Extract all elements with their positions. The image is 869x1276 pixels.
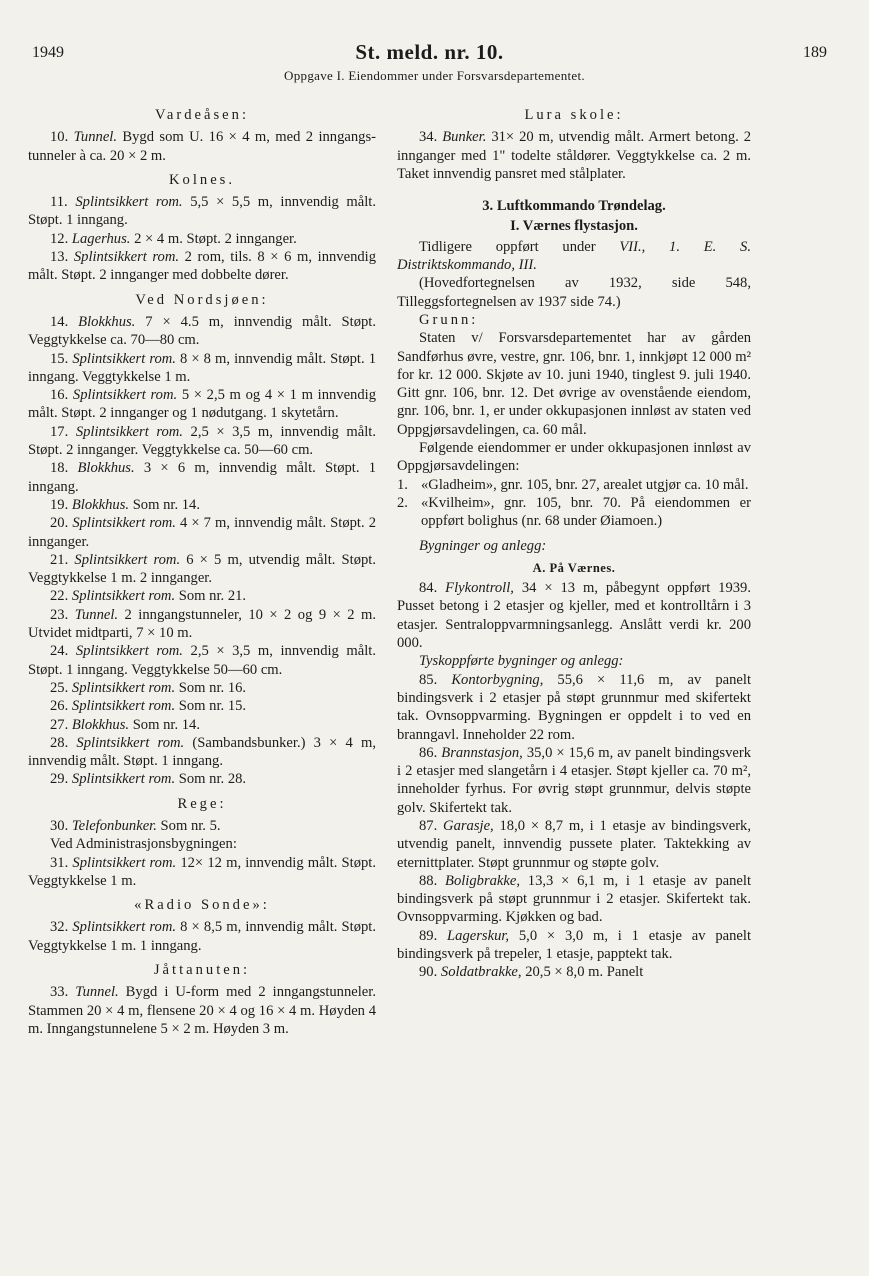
entry-31: 31. Splintsikkert rom. 12× 12 m, innvendig målt. Støpt. Veggtykkelse 1 m. — [28, 854, 377, 889]
heading-bygninger: Bygninger og anlegg: — [419, 537, 547, 554]
entry-87: 87. Garasje, 18,0 × 8,7 m, i 1 etasje av bindingsverk, utvendig panelt, innvendig pussete plater. Taktekking av eternittplater. Støpt grunnmur og støpte golv. — [397, 817, 752, 871]
heading-vardeasen: Vardeåsen: — [154, 107, 250, 123]
entry-17: 17. Splintsikkert rom. 2,5 × 3,5 m, innvendig målt. Støpt. 2 innganger. Veggtykkelse ca. 50—60 cm. — [28, 423, 376, 459]
entry-89: 89. Lagerskur, 5,0 × 3,0 m, i 1 etasje av panelt bindingsverk på trepeler, 1 etasje, papptekt tak. — [397, 927, 751, 963]
heading-jattanuten: Jåttanuten: — [153, 962, 251, 979]
entry-21: 21. Splintsikkert rom. 6 × 5 m, utvendig målt. Støpt. Veggtykkelse 1 m. 2 innganger. — [28, 551, 377, 587]
entry-29: 29. Splintsikkert rom. Som nr. 28. — [50, 771, 247, 788]
entry-32: 32. Splintsikkert rom. 8 × 8,5 m, innvendig målt. Støpt. Veggtykkelse 1 m. 1 inngang. — [28, 919, 376, 954]
folgende-paragraph: Følgende eiendommer er under okkupasjonen innløst av Oppgjørsavdelingen: — [397, 440, 751, 475]
entry-24: 24. Splintsikkert rom. 2,5 × 3,5 m, innvendig målt. Støpt. 1 inngang. Veggtykkelse 50—60 cm. — [28, 643, 376, 678]
heading-lura-skole: Lura skole: — [524, 107, 624, 123]
hovedfortegnelse-paragraph: (Hovedfortegnelsen av 1932, side 548, Tilleggsfortegnelsen av 1937 side 74.) — [397, 275, 751, 310]
section-heading-luftkommando: 3. Luftkommando Trøndelag. — [482, 198, 666, 215]
left-column — [28, 100, 376, 1038]
entry-27: 27. Blokkhus. Som nr. 14. — [50, 716, 200, 733]
heading-ved-nordsjoen: Ved Nordsjøen: — [135, 291, 269, 308]
page-header — [32, 40, 827, 70]
heading-grunn: Grunn: — [419, 311, 479, 328]
heading-rege: Rege: — [177, 795, 227, 812]
entry-30: 30. Telefonbunker. Som nr. 5. — [50, 817, 221, 834]
entry-33: 33. Tunnel. Bygd i U-form med 2 inngangstunneler. Stammen 20 × 4 m, flensene 20 × 4 og 16 × 4 m. Høyden 4 m. Inngangstunnelene 5 × 2 m. Høyden 3 m. — [28, 984, 376, 1037]
list-item: 1. «Gladheim», gnr. 105, bnr. 27, arealet utgjør ca. 10 mål. — [397, 476, 749, 493]
header-year: 1949 — [32, 44, 64, 61]
entry-16: 16. Splintsikkert rom. 5 × 2,5 m og 4 × 1 m innvendig målt. Støpt. 2 innganger og 1 nødutgang. 1 skytetårn. — [28, 387, 377, 422]
entry-19: 19. Blokkhus. Som nr. 14. — [50, 496, 200, 513]
list-item: 2. «Kvilheim», gnr. 105, bnr. 70. På eiendommen er oppført bolighus (nr. 68 under Øiamoen.) — [397, 494, 751, 530]
entry-84: 84. Flykontroll, 34 × 13 m, påbegynt oppført 1939. Pusset betong i 2 etasjer og kjeller, med et kontrolltårn i 3 etasjer. Sentraloppvarmningsanlegg. Anslått verdi kr. 200 000. — [397, 580, 752, 652]
entry-15: 15. Splintsikkert rom. 8 × 8 m, innvendig målt. Støpt. 1 inngang. Veggtykkelse 1 m. — [28, 350, 376, 385]
heading-kolnes: Kolnes. — [169, 171, 235, 188]
entry-13: 13. Splintsikkert rom. 2 rom, tils. 8 × 6 m, innvendig målt. Støpt. 2 innganger med dobbelte dører. — [28, 249, 377, 284]
heading-pa-vaernes: A. På Værnes. — [532, 560, 616, 575]
entry-88: 88. Boligbrakke, 13,3 × 6,1 m, i 1 etasje av panelt bindingsverk på støpt grunnmur i 2 etasjer. Skifertekt tak. Ovnsoppvarming. Kjøkken og bad. — [397, 872, 752, 926]
heading-tyskoppforte: Tyskoppførte bygninger og anlegg: — [419, 653, 624, 670]
header-title: St. meld. nr. 10. — [355, 40, 504, 64]
entry-34: 34. Bunker. 31× 20 m, utvendig målt. Armert betong. 2 innganger med 1" todelte ståldører. Veggtykkelse ca. 2 m. Taket innvendig pansret med stålplater. — [397, 129, 752, 182]
entry-18: 18. Blokkhus. 3 × 6 m, innvendig målt. Støpt. 1 inngang. — [28, 460, 377, 495]
entry-11: 11. Splintsikkert rom. 5,5 × 5,5 m, innvendig målt. Støpt. 1 inngang. — [28, 194, 377, 229]
heading-radio-sonde: «Radio Sonde»: — [134, 897, 270, 914]
page-subtitle: Oppgave I. Eiendommer under Forsvarsdepartementet. — [284, 68, 585, 83]
entry-28: 28. Splintsikkert rom. (Sambandsbunker.) 3 × 4 m, innvendig målt. Støpt. 1 inngang. — [28, 734, 376, 770]
entry-26: 26. Splintsikkert rom. Som nr. 15. — [50, 698, 247, 715]
tidligere-paragraph: Tidligere oppført under VII., 1. E. S. Distriktskommando, III. — [397, 238, 751, 274]
entry-12: 12. Lagerhus. 2 × 4 m. Støpt. 2 innganger. — [50, 230, 297, 247]
entry-23: 23. Tunnel. 2 inngangstunneler, 10 × 2 og 9 × 2 m. Utvidet midtparti, 7 × 10 m. — [28, 606, 376, 642]
staten-paragraph: Staten v/ Forsvarsdepartementet har av gården Sandførhus øvre, vestre, gnr. 106, bnr. 1, innkjøpt 12 000 m² for kr. 12 000. Skjøte av 10. juni 1940, tinglest 9. juli 1940. Gitt gnr. 106, bnr. 12. Det øvrige av ovenstående eiendom, gnr. 106, bnr. 1, er under okkupasjonen innløst av staten ved Oppgjørsavdelingen, ca. 60 mål. — [397, 330, 751, 438]
entry-10: 10. Tunnel. Bygd som U. 16 × 4 m, med 2 inngangs-tunneler à ca. 20 × 2 m. — [28, 129, 376, 164]
entry-90: 90. Soldatbrakke, 20,5 × 8,0 m. Panelt — [419, 964, 644, 981]
entry-25: 25. Splintsikkert rom. Som nr. 16. — [50, 679, 247, 696]
heading-ved-administrasjonsbygningen: Ved Administrasjonsbygningen: — [50, 836, 237, 853]
entry-20: 20. Splintsikkert rom. 4 × 7 m, innvendig målt. Støpt. 2 innganger. — [28, 515, 376, 550]
entry-85: 85. Kontorbygning, 55,6 × 11,6 m, av panelt bindingsverk i 2 etasjer på støpt grunnmur med skifertekt tak. Ovnsoppvarming. Bygningen er oppdelt i to ved en branngavl. Inneholder 22 rom. — [397, 671, 752, 743]
page-number: 189 — [803, 44, 827, 61]
right-column — [397, 100, 751, 982]
section-heading-vaernes: I. Værnes flystasjon. — [510, 218, 638, 235]
entry-86: 86. Brannstasjon, 35,0 × 15,6 m, av panelt bindingsverk i 2 etasjer med slangetårn i 4 etasjer. Støpt kjeller ca. 70 m², inneholder fyrhus. For øvrig støpt grunnmur, delvis støpte golv. Skifertekt tak. — [397, 744, 751, 816]
entry-22: 22. Splintsikkert rom. Som nr. 21. — [50, 588, 247, 605]
entry-14: 14. Blokkhus. 7 × 4.5 m, innvendig målt. Støpt. Veggtykkelse ca. 70—80 cm. — [28, 313, 377, 349]
